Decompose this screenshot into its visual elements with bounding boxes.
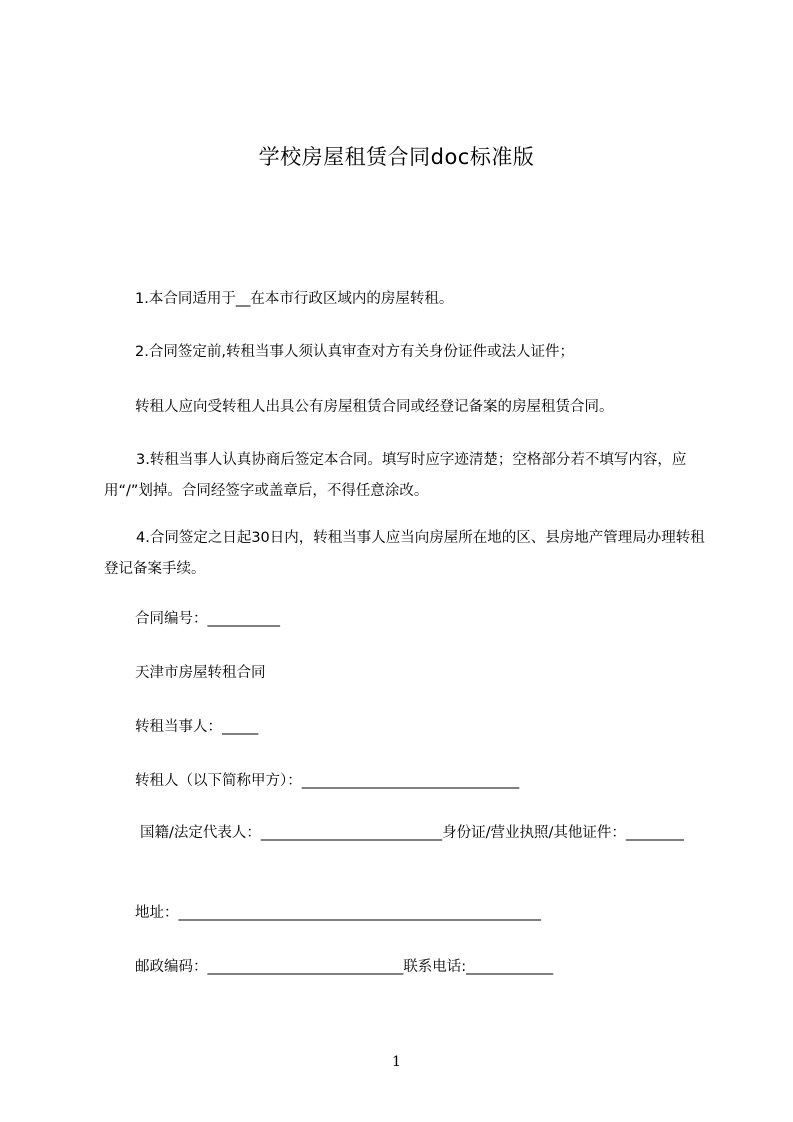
paragraph-sign-after-negotiation: 3.转租当事人认真协商后签定本合同。填写时应字迹清楚；空格部分若不填写内容，应用“/”划掉。合同经签字或盖章后，不得任意涂改。	[104, 452, 687, 499]
parties-field: 转租当事人：_____	[135, 719, 259, 735]
page-number: 1	[392, 1054, 401, 1070]
paragraph-lease-contract: 转租人应向受转租人出具公有房屋租赁合同或经登记备案的房屋租赁合同。	[135, 399, 614, 415]
paragraph-verify-identity: 2.合同签定前,转租当事人须认真审查对方有关身份证件或法人证件；	[135, 344, 574, 360]
postal-phone-field: 邮政编码：___________________________联系电话:____________	[135, 959, 554, 975]
paragraph-scope: 1.本合同适用于__在本市行政区域内的房屋转租。	[135, 291, 454, 307]
document-title: 学校房屋租赁合同doc标准版	[258, 145, 535, 169]
contract-number-field: 合同编号：__________	[135, 611, 280, 627]
contract-heading: 天津市房屋转租合同	[135, 665, 266, 681]
address-field: 地址：__________________________________________________	[135, 905, 541, 921]
paragraph-registration: 4.合同签定之日起30日内，转租当事人应当向房屋所在地的区、县房地产管理局办理转租登记备案手续。	[104, 530, 705, 577]
sublessor-field: 转租人（以下简称甲方）：______________________________	[135, 773, 520, 789]
nationality-representative-field: 国籍/法定代表人：_________________________身份证/营业执照/其他证件：________	[140, 825, 684, 841]
